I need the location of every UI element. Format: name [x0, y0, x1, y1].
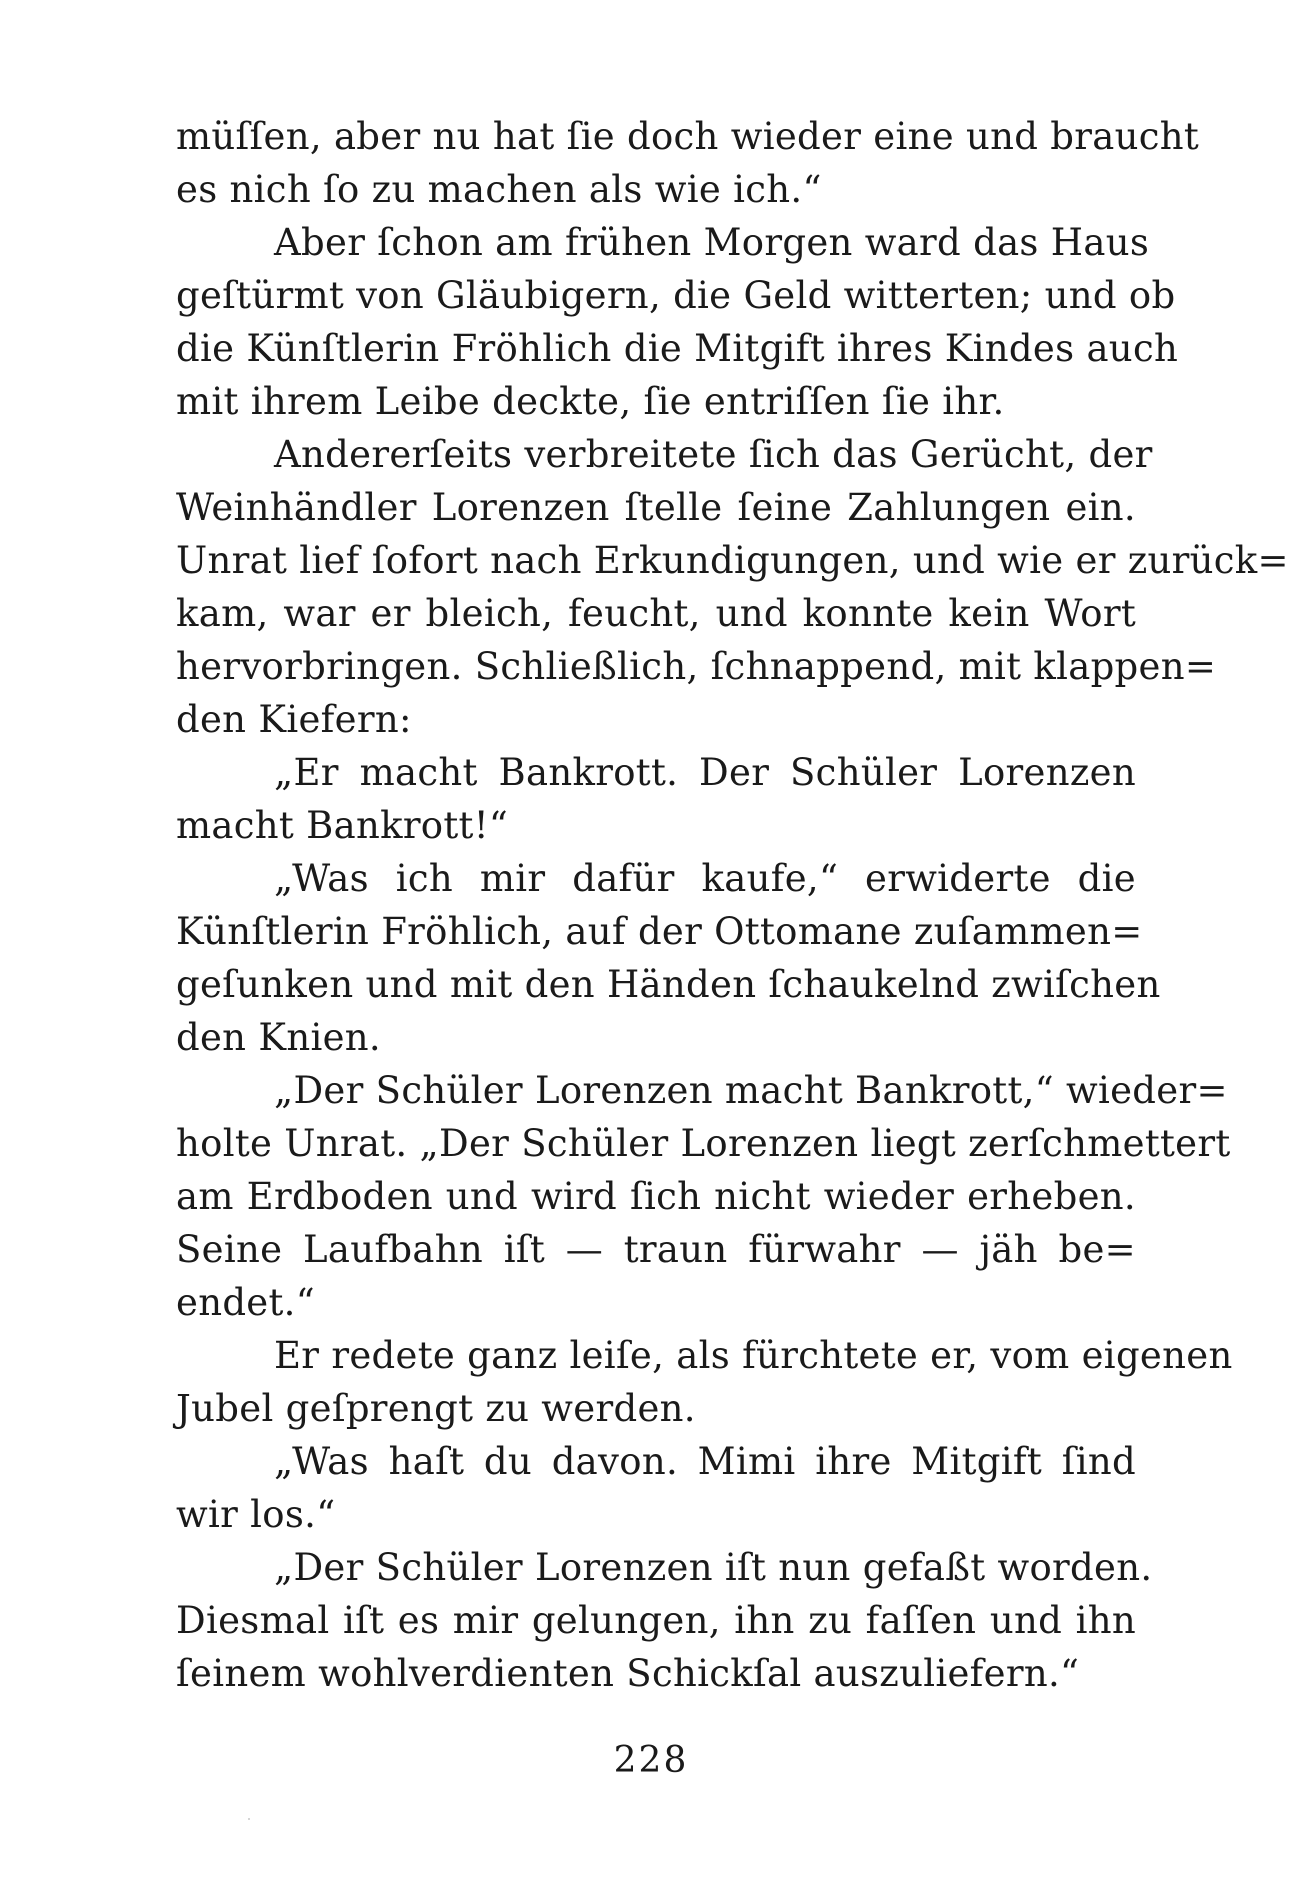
text-line: Aber ſchon am frühen Morgen ward das Haus: [274, 221, 1150, 264]
text-line: Weinhändler Lorenzen ſtelle ſeine Zahlungen ein.: [176, 486, 1136, 529]
text-line: „Der Schüler Lorenzen iſt nun gefaßt worden.: [274, 1546, 1153, 1589]
text-line: mit ihrem Leibe deckte, ſie entriſſen ſie ihr.: [176, 380, 1005, 423]
text-line: Künſtlerin Fröhlich, auf der Ottomane zuſammen=: [176, 910, 1143, 953]
text-line: wir los.“: [176, 1493, 336, 1536]
text-line: endet.“: [176, 1281, 315, 1324]
text-line: kam, war er bleich, feucht, und konnte kein Wort: [176, 592, 1136, 635]
text-line: Jubel geſprengt zu werden.: [176, 1387, 696, 1430]
text-line: die Künſtlerin Fröhlich die Mitgift ihres Kindes auch: [176, 327, 1179, 370]
text-line: Diesmal iſt es mir gelungen, ihn zu faſſen und ihn: [176, 1599, 1136, 1642]
text-line: den Knien.: [176, 1016, 381, 1059]
text-line: Unrat lief ſofort nach Erkundigungen, und wie er zurück=: [176, 539, 1289, 582]
text-line: ſeinem wohlverdienten Schickſal auszuliefern.“: [176, 1652, 1080, 1695]
text-line: es nich ſo zu machen als wie ich.“: [176, 168, 822, 211]
text-line: Andererſeits verbreitete ſich das Gerücht, der: [274, 433, 1153, 476]
page-number: 228: [613, 1740, 689, 1781]
body-text: [176, 110, 1289, 1700]
text-line: Er redete ganz leiſe, als fürchtete er, vom eigenen: [274, 1334, 1233, 1377]
paper-speck: [248, 1818, 250, 1820]
text-line: „Was haſt du davon. Mimi ihre Mitgift ſind: [274, 1440, 1136, 1483]
text-line: geſunken und mit den Händen ſchaukelnd zwiſchen: [176, 963, 1161, 1006]
text-line: Seine Laufbahn iſt — traun fürwahr — jäh be=: [176, 1228, 1136, 1271]
text-line: geſtürmt von Gläubigern, die Geld witterten; und ob: [176, 274, 1176, 317]
text-line: „Was ich mir dafür kaufe,“ erwiderte die: [274, 857, 1136, 900]
text-line: den Kiefern:: [176, 698, 412, 741]
text-line: „Er macht Bankrott. Der Schüler Lorenzen: [274, 751, 1136, 794]
text-line: „Der Schüler Lorenzen macht Bankrott,“ wieder=: [274, 1069, 1228, 1112]
text-line: hervorbringen. Schließlich, ſchnappend, mit klappen=: [176, 645, 1217, 688]
text-line: holte Unrat. „Der Schüler Lorenzen liegt zerſchmettert: [176, 1122, 1231, 1165]
text-line: macht Bankrott!“: [176, 804, 509, 847]
text-line: am Erdboden und wird ſich nicht wieder erheben.: [176, 1175, 1136, 1218]
text-line: müſſen, aber nu hat ſie doch wieder eine und braucht: [176, 115, 1200, 158]
